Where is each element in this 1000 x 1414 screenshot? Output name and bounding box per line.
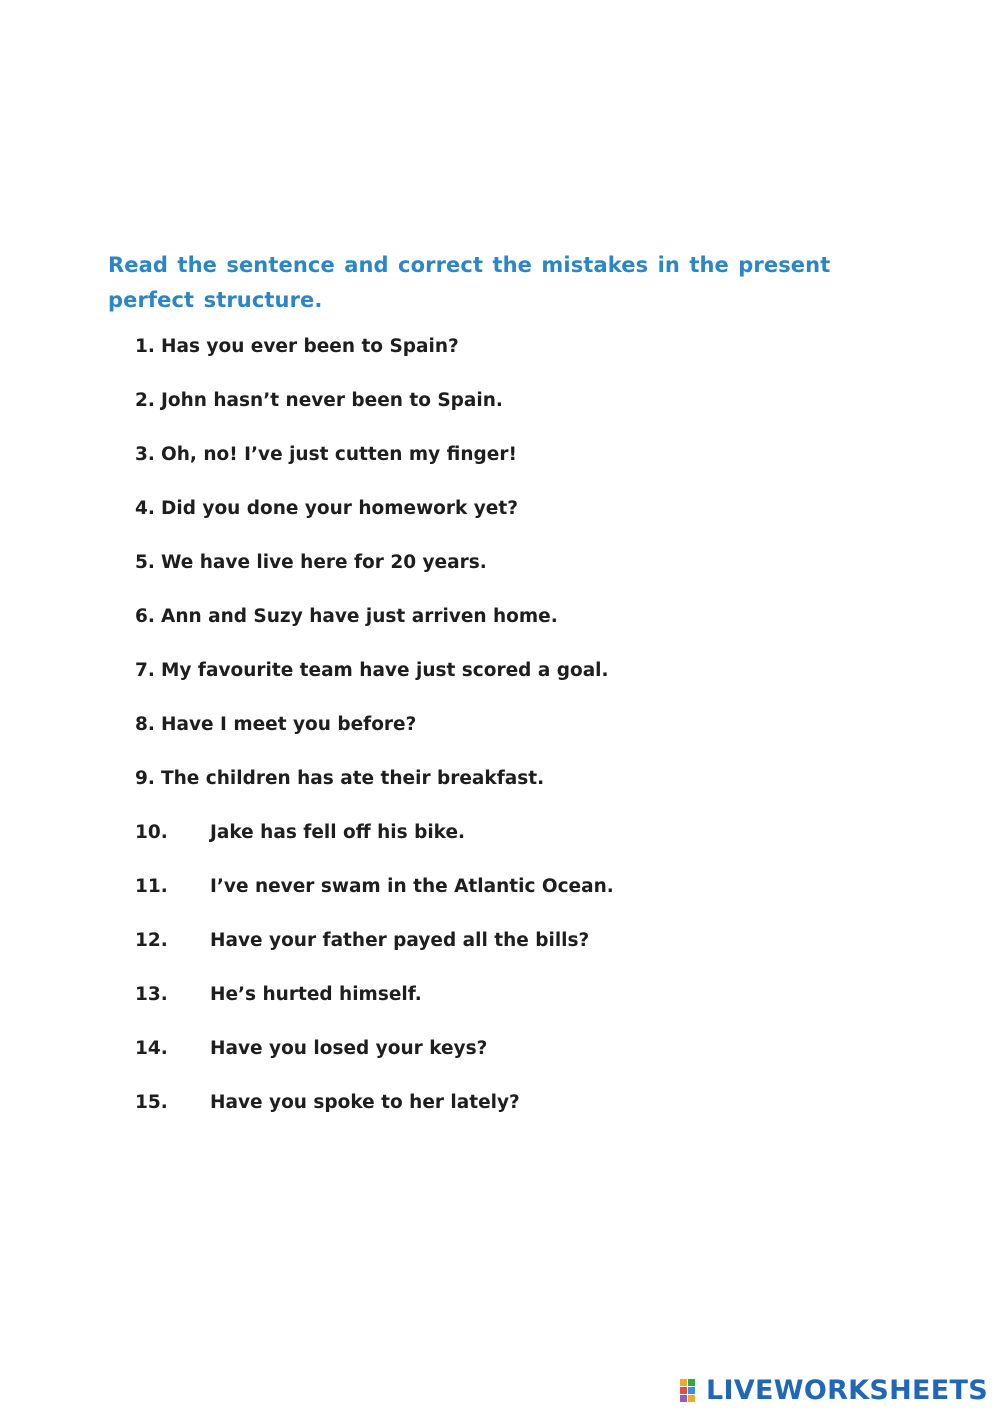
list-item bbox=[135, 329, 614, 383]
item-number: 3. bbox=[135, 444, 155, 465]
item-number: 5. bbox=[135, 552, 155, 573]
item-number: 9. bbox=[135, 768, 155, 789]
item-number: 10. bbox=[135, 822, 168, 843]
list-item bbox=[135, 707, 614, 761]
item-number: 7. bbox=[135, 660, 155, 681]
list-item bbox=[135, 545, 614, 599]
brand-name: LIVEWORKSHEETS bbox=[705, 1375, 988, 1406]
item-text: Have you spoke to her lately? bbox=[210, 1092, 520, 1113]
list-item bbox=[135, 977, 614, 1031]
list-item bbox=[135, 491, 614, 545]
item-number: 13. bbox=[135, 984, 168, 1005]
liveworksheets-logo-icon bbox=[680, 1379, 704, 1403]
list-item bbox=[135, 869, 614, 923]
list-item bbox=[135, 815, 614, 869]
instructions-heading: Read the sentence and correct the mistakes in the present perfect structure. bbox=[108, 253, 831, 312]
item-number: 11. bbox=[135, 876, 168, 897]
list-item bbox=[135, 1085, 614, 1139]
list-item bbox=[135, 599, 614, 653]
liveworksheets-logo[interactable] bbox=[680, 1375, 988, 1406]
item-text: Have your father payed all the bills? bbox=[210, 930, 590, 951]
item-text: Have you losed your keys? bbox=[210, 1038, 488, 1059]
list-item bbox=[135, 923, 614, 977]
list-item bbox=[135, 1031, 614, 1085]
item-number: 8. bbox=[135, 714, 155, 735]
item-text: Did you done your homework yet? bbox=[161, 498, 518, 519]
exercise-list bbox=[135, 329, 614, 1139]
list-item bbox=[135, 383, 614, 437]
item-text: We have live here for 20 years. bbox=[161, 552, 487, 573]
item-text: Oh, no! I’ve just cutten my finger! bbox=[161, 444, 517, 465]
item-text: I’ve never swam in the Atlantic Ocean. bbox=[210, 876, 614, 897]
item-text: Ann and Suzy have just arriven home. bbox=[161, 606, 558, 627]
item-number: 2. bbox=[135, 390, 155, 411]
item-text: The children has ate their breakfast. bbox=[161, 768, 545, 789]
item-text: Has you ever been to Spain? bbox=[161, 336, 459, 357]
list-item bbox=[135, 761, 614, 815]
item-text: Have I meet you before? bbox=[161, 714, 417, 735]
item-number: 14. bbox=[135, 1038, 168, 1059]
list-item bbox=[135, 437, 614, 491]
item-text: My favourite team have just scored a goal. bbox=[161, 660, 609, 681]
list-item bbox=[135, 653, 614, 707]
item-number: 15. bbox=[135, 1092, 168, 1113]
item-number: 1. bbox=[135, 336, 155, 357]
item-text: John hasn’t never been to Spain. bbox=[161, 390, 503, 411]
item-text: Jake has fell off his bike. bbox=[210, 822, 466, 843]
item-number: 4. bbox=[135, 498, 155, 519]
item-number: 6. bbox=[135, 606, 155, 627]
item-number: 12. bbox=[135, 930, 168, 951]
item-text: He’s hurted himself. bbox=[210, 984, 422, 1005]
